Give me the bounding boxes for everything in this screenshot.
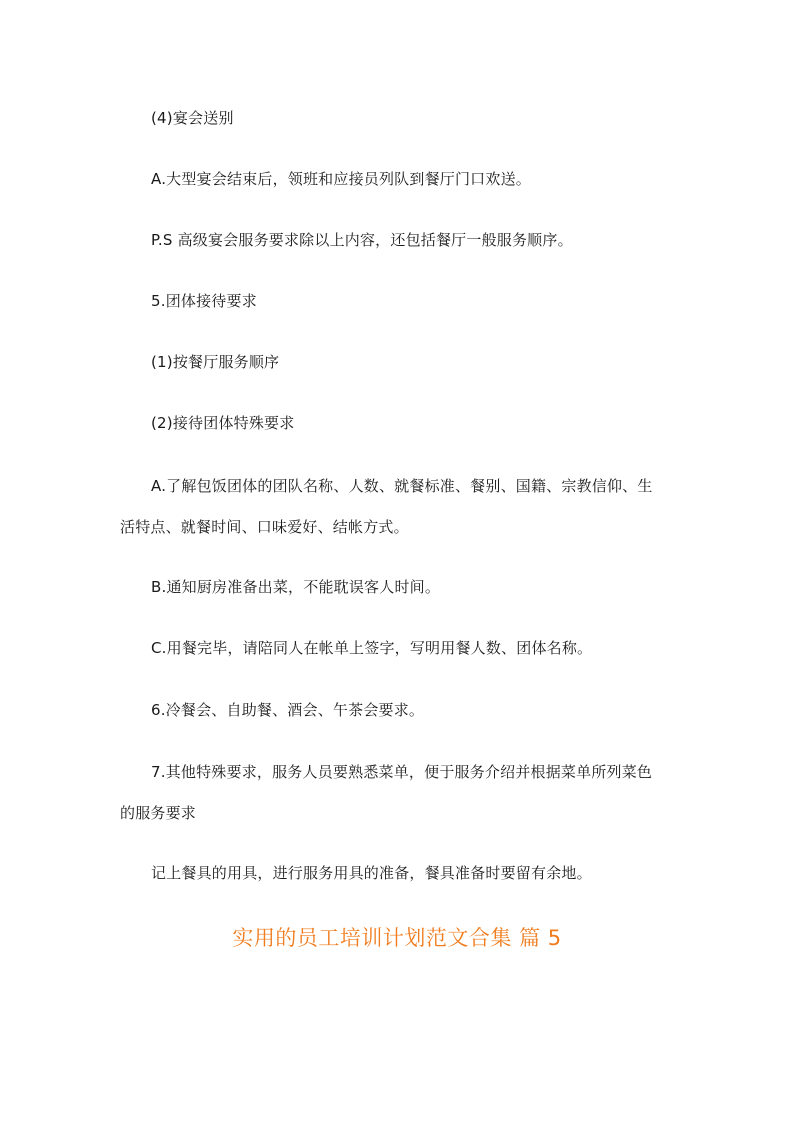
paragraph-farewell-item-a: A.大型宴会结束后，领班和应接员列队到餐厅门口欢送。 xyxy=(151,170,531,188)
paragraph-buffet-requirements: 6.冷餐会、自助餐、酒会、午茶会要求。 xyxy=(151,701,425,719)
paragraph-special-requirements-line1: 7.其他特殊要求，服务人员要熟悉菜单，便于服务介绍并根据菜单所列菜色 xyxy=(151,763,653,781)
paragraph-group-reception: 5.团体接待要求 xyxy=(151,292,257,310)
section-heading: 实用的员工培训计划范文合集 篇 5 xyxy=(232,926,562,950)
paragraph-group-item-c: C.用餐完毕，请陪同人在帐单上签字，写明用餐人数、团体名称。 xyxy=(151,639,593,657)
paragraph-ps-note: P.S 高级宴会服务要求除以上内容，还包括餐厅一般服务顺序。 xyxy=(151,231,573,249)
paragraph-group-item-a-line2: 活特点、就餐时间、口味爱好、结帐方式。 xyxy=(120,518,409,536)
paragraph-special-requirements-line2: 的服务要求 xyxy=(120,804,197,822)
paragraph-group-item-a-line1: A.了解包饭团体的团队名称、人数、就餐标准、餐别、国籍、宗教信仰、生 xyxy=(151,477,653,495)
paragraph-group-item-1: (1)按餐厅服务顺序 xyxy=(151,353,280,371)
paragraph-tableware: 记上餐具的用具，进行服务用具的准备，餐具准备时要留有余地。 xyxy=(151,864,592,882)
paragraph-group-item-b: B.通知厨房准备出菜，不能耽误客人时间。 xyxy=(151,578,441,596)
paragraph-group-item-2: (2)接待团体特殊要求 xyxy=(151,414,295,432)
paragraph-banquet-farewell: (4)宴会送别 xyxy=(151,109,234,127)
